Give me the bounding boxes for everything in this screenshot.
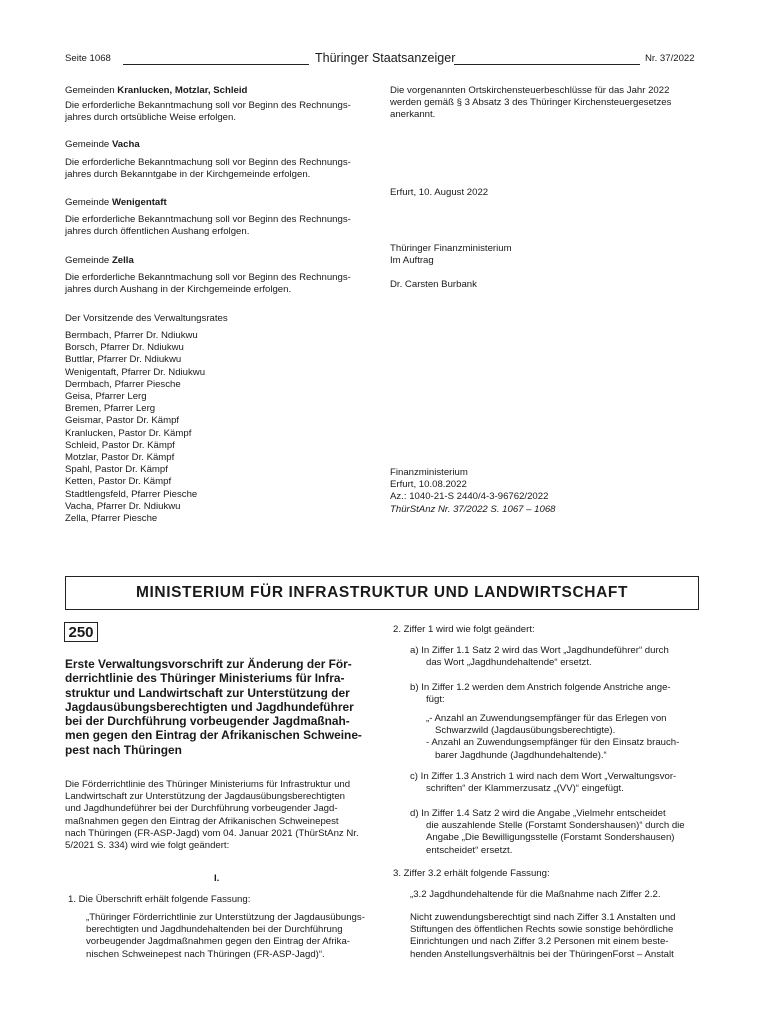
signer-line: Geismar, Pastor Dr. Kämpf (65, 415, 180, 427)
page-number: Seite 1068 (65, 53, 111, 64)
signer-line: Vacha, Pfarrer Dr. Ndiukwu (65, 500, 181, 512)
issue-number: Nr. 37/2022 (645, 53, 695, 64)
signer-line: Wenigentaft, Pfarrer Dr. Ndiukwu (65, 366, 206, 378)
zella-heading: Gemeinde Zella (65, 255, 134, 266)
regulation-intro: Die Förderrichtlinie des Thüringer Ministeriums für Infrastruktur und Landwirtschaft zur Unterstützung der Jagdausübungsberechtigten und Jagdhundeführer bei der Durchführung vorbeugender Jagd- maßnahmen gegen den Eintrag der Afrikanischen Schweinepest nach Thüringen (FR-ASP-Jagd) vom 04. Januar 2021 (ThürStAnz Nr. 5/2021 S. 334) wird wie folgt geändert: (65, 779, 359, 852)
signer-line: Stadtlengsfeld, Pfarrer Piesche (65, 488, 198, 500)
signer-line: Motzlar, Pastor Dr. Kämpf (65, 452, 175, 464)
item-2d: d) In Ziffer 1.4 Satz 2 wird die Angabe „Vielmehr entscheidet die auszahlende Stelle (Forstamt Sondershausen)“ durch die Angabe „Die Bewilligungsstelle (Forstamt Sondershausen) entscheidet“ ersetzt. (410, 808, 685, 856)
vacha-text: Die erforderliche Bekanntmachung soll vor Beginn des Rechnungs- jahres durch Bekanntgabe in der Kirchgemeinde erfolgen. (65, 157, 351, 181)
signer-line: Spahl, Pastor Dr. Kämpf (65, 464, 168, 476)
zella-text: Die erforderliche Bekanntmachung soll vor Beginn des Rechnungs- jahres durch Aushang in der Kirchgemeinde erfolgen. (65, 272, 351, 296)
signers-list (65, 330, 205, 525)
section-roman-numeral: I. (214, 873, 220, 884)
announcement-number-box (64, 622, 98, 642)
signer-line: Dermbach, Pfarrer Piesche (65, 378, 181, 390)
ministry-heading-box (65, 576, 699, 610)
item-1: 1. Die Überschrift erhält folgende Fassung: (68, 894, 251, 905)
item-2b: b) In Ziffer 1.2 werden dem Anstrich folgende Anstriche ange- fügt: (410, 682, 671, 706)
recognition-text: Die vorgenannten Ortskirchensteuerbeschlüsse für das Jahr 2022 werden gemäß § 3 Absatz 3 des Thüringer Kirchensteuergesetzes anerkannt. (390, 85, 672, 121)
item-3-body: Nicht zuwendungsberechtigt sind nach Ziffer 3.1 Anstalten und Stiftungen des öffentlichen Rechts sowie sonstige behördliche Einrichtungen und nach Ziffer 3.2 Personen mit einem beste- henden Anstellungsverhältnis bei der ThüringenForst – Anstalt (410, 912, 676, 960)
announcement-number: 250 (68, 623, 94, 641)
wenigentaft-text: Die erforderliche Bekanntmachung soll vor Beginn des Rechnungs- jahres durch öffentlichen Aushang erfolgen. (65, 214, 351, 238)
item-3-quote: „3.2 Jagdhundehaltende für die Maßnahme nach Ziffer 2.2. (410, 889, 661, 900)
signer-line: Buttlar, Pfarrer Dr. Ndiukwu (65, 354, 182, 366)
signer-line: Ketten, Pastor Dr. Kämpf (65, 476, 172, 488)
signer-line: Kranlucken, Pastor Dr. Kämpf (65, 427, 192, 439)
journal-title: Thüringer Staatsanzeiger (315, 51, 456, 65)
item-2b-quote: „- Anzahl an Zuwendungsempfänger für das Erlegen von Schwarzwild (Jagdausübungsberechtigte). - Anzahl an Zuwendungsempfänger für den Einsatz brauch- barer Jagdhunde (Jagdhundehaltende).“ (426, 713, 680, 761)
signer-line: Borsch, Pfarrer Dr. Ndiukwu (65, 342, 184, 354)
chair-label: Der Vorsitzende des Verwaltungsrates (65, 313, 228, 324)
reference-block: Finanzministerium Erfurt, 10.08.2022 Az.: 1040-21-S 2440/4-3-96762/2022 ThürStAnz Nr. 37/2022 S. 1067 – 1068 (390, 467, 556, 515)
ministry-heading: MINISTERIUM FÜR INFRASTRUKTUR UND LANDWIRTSCHAFT (135, 584, 629, 601)
item-2: 2. Ziffer 1 wird wie folgt geändert: (393, 624, 535, 635)
place-date: Erfurt, 10. August 2022 (390, 187, 489, 198)
item-3: 3. Ziffer 3.2 erhält folgende Fassung: (393, 868, 550, 879)
item-2c: c) In Ziffer 1.3 Anstrich 1 wird nach dem Wort „Verwaltungsvor- schriften“ der Klammerzusatz „(VV)“ eingefügt. (410, 771, 677, 795)
kranlucken-text: Die erforderliche Bekanntmachung soll vor Beginn des Rechnungs- jahres durch ortsübliche Weise erfolgen. (65, 100, 351, 124)
signer-line: Zella, Pfarrer Piesche (65, 513, 158, 525)
vacha-heading: Gemeinde Vacha (65, 139, 140, 150)
header-rule-left (123, 64, 309, 65)
signer-name: Dr. Carsten Burbank (390, 279, 477, 290)
signer-line: Bremen, Pfarrer Lerg (65, 403, 156, 415)
signer-line: Geisa, Pfarrer Lerg (65, 391, 147, 403)
signer-line: Schleid, Pastor Dr. Kämpf (65, 439, 175, 451)
item-1-quote: „Thüringer Förderrichtlinie zur Unterstützung der Jagdausübungs- berechtigten und Jagdhundehaltenden bei der Durchführung vorbeugender Jagdmaßnahmen gegen den Eintrag der Afrika- nischen Schweinepest nach Thüringen (FR-ASP-Jagd)“. (86, 912, 365, 960)
signer-line: Bermbach, Pfarrer Dr. Ndiukwu (65, 330, 198, 341)
wenigentaft-heading: Gemeinde Wenigentaft (65, 197, 167, 208)
item-2a: a) In Ziffer 1.1 Satz 2 wird das Wort „Jagdhundeführer“ durch das Wort „Jagdhundehaltende“ ersetzt. (410, 645, 669, 669)
ministry-signature-block: Thüringer Finanzministerium Im Auftrag (390, 243, 512, 267)
kranlucken-heading: Gemeinden Kranlucken, Motzlar, Schleid (65, 85, 248, 96)
regulation-title: Erste Verwaltungsvorschrift zur Änderung der För- derrichtlinie des Thüringer Ministeriums für Infra- struktur und Landwirtschaft zur Unterstützung der Jagdausübungsberechtigten und Jagdhundeführer bei der Durchführung vorbeugender Jagdmaßnah- men gegen den Eintrag der Afrikanischen Schweine- pest nach Thüringen (65, 657, 362, 757)
header-rule-right (454, 64, 640, 65)
